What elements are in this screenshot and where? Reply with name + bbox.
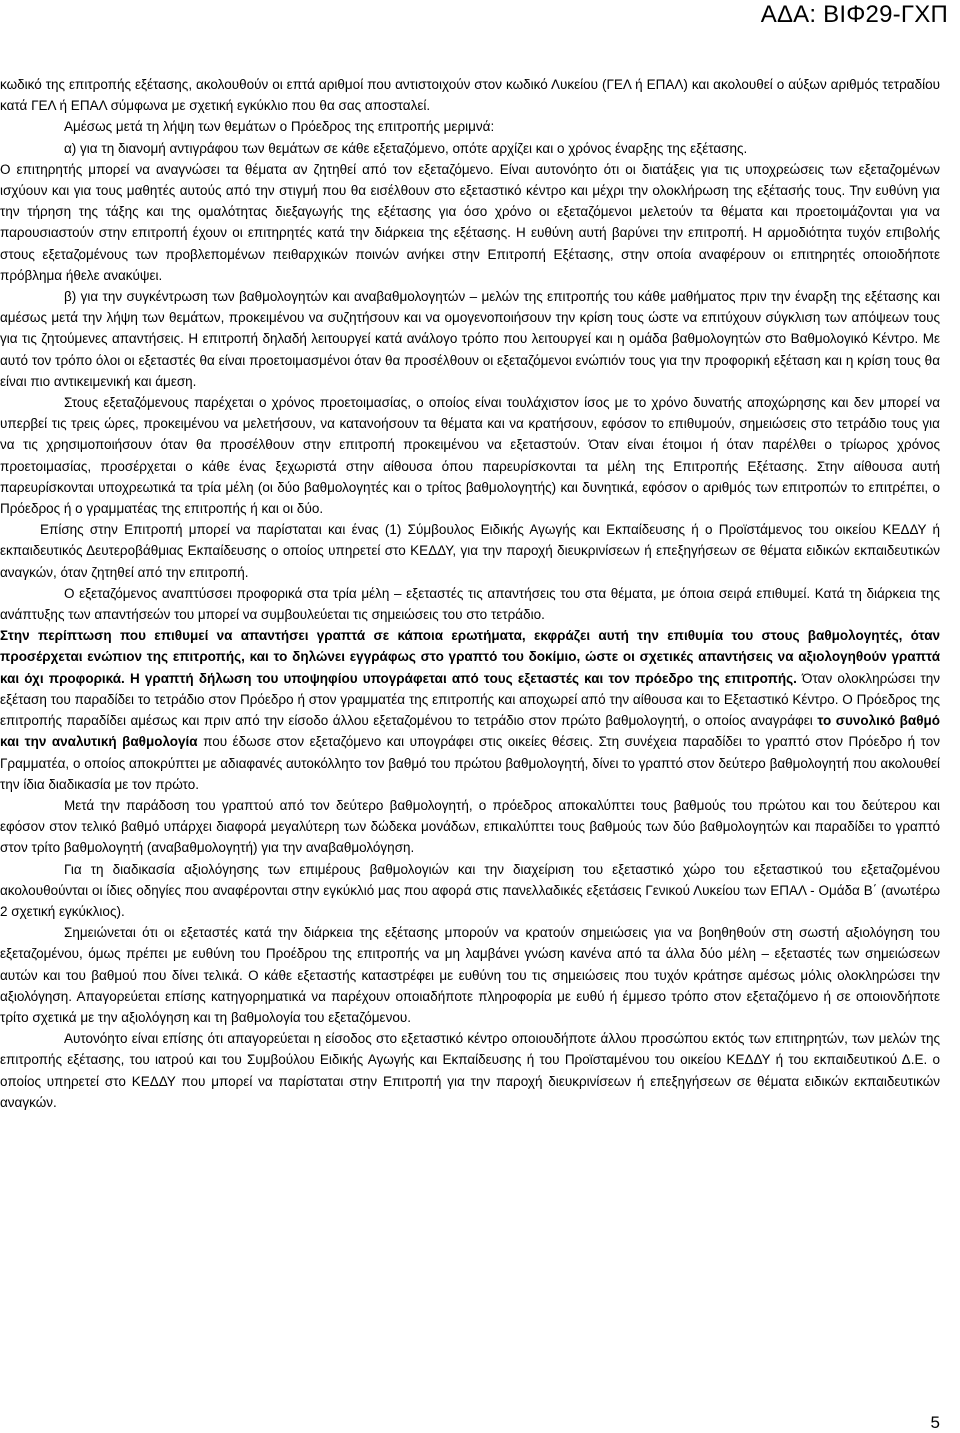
paragraph-text: που έδωσε στον εξεταζόμενο και υπογράφει στις οικείες θέσεις. Στη συνέχεια παραδίδει το γραπτό στον Πρόεδρο ή τον Γραμματέα, ο οποίος αποκρύπτει με αδιαφανές αυτοκόλλητο τον βαθμό του πρώτου βαθμολογητή, δίνει το γραπτό στον δεύτερο βαθμολογητή που ακολουθεί την ίδια διαδικασία με τον πρώτο. — [0, 734, 940, 792]
paragraph: Ο επιτηρητής μπορεί να αναγνώσει τα θέματα αν ζητηθεί από τον εξεταζόμενο. Είναι αυτονόητο ότι οι διατάξεις για τις υποχρεώσεις των εξεταζομένων ισχύουν και για τους μαθητές αυτούς από την στιγμή που θα εισέλθουν στο εξεταστικό κέντρο και μέχρι την ολοκλήρωση της εξέτασής τους. Την ευθύνη για την τήρηση της τάξης και της ομαλότητας διεξαγωγής της εξέτασης για όσο χρόνο οι εξεταζόμενοι μελετούν τα θέματα και προετοιμάζονται για να παρουσιαστούν στην επιτροπή έχουν οι επιτηρητές κατά την διάρκεια της εξέτασης. Η ευθύνη αυτή βαρύνει την επιτροπή. Η αρμοδιότητα τυχόν επιβολής στους εξεταζομένους των προβλεπομένων πειθαρχικών ποινών ανήκει στην Επιτροπή Εξέτασης, στην οποία αναφέρουν οι επιτηρητές οποιοδήποτε πρόβλημα ήθελε ανακύψει. — [0, 161, 940, 283]
document-body — [0, 74, 940, 1113]
page-number: 5 — [930, 1413, 940, 1432]
paragraph: Στους εξεταζόμενους παρέχεται ο χρόνος προετοιμασίας, ο οποίος είναι τουλάχιστον ίσος με το χρόνο δυνατής αποχώρησης και δεν μπορεί να υπερβεί τις τρεις ώρες, προκειμένου να μελετήσουν, να κατανοήσουν τα θέματα και να κρατήσουν, εφόσον το επιθυμούν, σημειώσεις στο τετράδιο τους για να τις χρησιμοποιήσουν όταν θα προσέλθουν στην επιτροπή προκειμένου να εξεταστούν. Όταν είναι έτοιμοι ή όταν παρέλθει ο τρίωρος χρόνος προετοιμασίας, προσέρχεται ο κάθε ένας ξεχωριστά στην αίθουσα όπου παρευρίσκονται τα μέλη της Επιτροπής Εξέτασης. Στην αίθουσα αυτή παρευρίσκονται υποχρεωτικά τα τρία μέλη (οι δύο βαθμολογητές και ο τρίτος βαθμολογητής) και δυνητικά, εφόσον ο αριθμός των επιτροπών το επιτρέπει, ο Πρόεδρος ή ο γραμματέας της επιτροπής ή και οι δύο. — [0, 395, 940, 517]
paragraph-text: Όταν ολοκληρώσει την εξέταση του παραδίδει το τετράδιο στον Πρόεδρο ή στον γραμματέα της επιτροπής και αποχωρεί από την αίθουσα και το Εξεταστικό Κέντρο. Ο Πρόεδρος της επιτροπής παραδίδει αμέσως και πριν από την είσοδο άλλου εξεταζομένου το τετράδιο στον πρώτο βαθμολογητή, ο οποίος αναγράφει — [0, 670, 940, 729]
bold-text: το συνολικό βαθμό και την αναλυτική βαθμολογία — [0, 713, 941, 750]
paragraph: Για τη διαδικασία αξιολόγησης των επιμέρους βαθμολογιών και την διαχείριση του εξεταστικό χώρο του εξεταστικού του εξεταζομένου ακολουθούνται οι ίδιες οδηγίες που αναφέρονται στην εγκύκλιό μας που αφορά στις πανελλαδικές εξετάσεις Γενικού Λυκείου των ΕΠΑΛ - Ομάδα Β΄ (ανωτέρω 2 σχετική εγκύκλιος). — [0, 861, 940, 919]
paragraph: Σημειώνεται ότι οι εξεταστές κατά την διάρκεια της εξέτασης μπορούν να κρατούν σημειώσεις για να βοηθηθούν στη σωστή αξιολόγηση του εξεταζομένου, όμως πρέπει με ευθύνη του Προέδρου της επιτροπής να μη λαμβάνει γνώση κανένα από τα άλλα δύο μέλη – εξεταστές των σημειώσεων αυτών και του βαθμού που δίνει τελικά. Ο κάθε εξεταστής καταστρέφει με ευθύνη του τις σημειώσεις που τυχόν κράτησε αμέσως μόλις ολοκληρώσει την αξιολόγηση. Απαγορεύεται επίσης κατηγορηματικά να παρέχουν οποιαδήποτε πληροφορία με ευθύ ή έμμεσο τρόπο στον εξεταζόμενο ή σε οποιονδήποτε τρίτο σχετικά με την αξιολόγηση και τη βαθμολογία του εξεταζόμενου. — [0, 925, 940, 1025]
bold-text: Στην περίπτωση που επιθυμεί να απαντήσει γραπτά σε κάποια ερωτήματα, εκφράζει αυτή την επιθυμία του στους βαθμολογητές, όταν προσέρχεται ενώπιον της επιτροπής, και το δηλώνει εγγράφως στο γραπτό του δοκίμιο, ώστε οι σχετικές απαντήσεις να αξιολογηθούν γραπτά και όχι προφορικά. Η γραπτή δήλωση του υποψηφίου υπογράφεται από τους εξεταστές και τον πρόεδρο της επιτροπής. — [0, 628, 940, 686]
paragraph: Ο εξεταζόμενος αναπτύσσει προφορικά στα τρία μέλη – εξεταστές τις απαντήσεις του στα θέματα, με όποια σειρά επιθυμεί. Κατά τη διάρκεια της ανάπτυξης των απαντήσεών του μπορεί να συμβουλεύεται τις σημειώσεις του στο τετράδιο. — [0, 585, 940, 623]
paragraph: α) για τη διανομή αντιγράφου των θεμάτων σε κάθε εξεταζόμενο, οπότε αρχίζει και ο χρόνος έναρξης της εξέτασης. — [64, 140, 748, 156]
paragraph — [0, 625, 940, 795]
paragraph: Επίσης στην Επιτροπή μπορεί να παρίσταται και ένας (1) Σύμβουλος Ειδικής Αγωγής και Εκπαίδευσης ή ο Προϊστάμενος του οικείου ΚΕΔΔΥ ή εκπαιδευτικός Δευτεροβάθμιας Εκπαίδευσης ο οποίος υπηρετεί στο ΚΕΔΔΥ, για την παροχή διευκρινίσεων ή επεξηγήσεων σε θέματα ειδικών εκπαιδευτικών αναγκών, όταν ζητηθεί από την επιτροπή. — [0, 522, 940, 580]
paragraph: Αμέσως μετά τη λήψη των θεμάτων ο Πρόεδρος της επιτροπής μεριμνά: — [64, 119, 495, 135]
paragraph: Μετά την παράδοση του γραπτού από τον δεύτερο βαθμολογητή, ο πρόεδρος αποκαλύπτει τους βαθμούς του πρώτου και του δεύτερου και εφόσον στον τελικό βαθμό υπάρχει διαφορά μεγαλύτερη των δώδεκα μονάδων, επικαλύπτει τους βαθμούς των δύο βαθμολογητών και παραδίδει το γραπτό στον τρίτο βαθμολογητή (αναβαθμολογητή) για την αναβαθμολόγηση. — [0, 797, 940, 856]
paragraph: Αυτονόητο είναι επίσης ότι απαγορεύεται η είσοδος στο εξεταστικό κέντρο οποιουδήποτε άλλου προσώπου εκτός των επιτηρητών, των μελών της επιτροπής εξέτασης, του ιατρού και του Συμβούλου Ειδικής Αγωγής και Εκπαίδευσης ή του Προϊσταμένου του οικείου ΚΕΔΔΥ ή του εκπαιδευτικού Δ.Ε. ο οποίος υπηρετεί στο ΚΕΔΔΥ που μπορεί να παρίσταται στην Επιτροπή για την παροχή διευκρινίσεων ή επεξηγήσεων σε θέματα ειδικών εκπαιδευτικών αναγκών. — [0, 1031, 940, 1110]
ada-code: ΑΔΑ: ΒΙΦ29-ΓΧΠ — [760, 1, 948, 28]
paragraph: β) για την συγκέντρωση των βαθμολογητών και αναβαθμολογητών – μελών της επιτροπής του κάθε μαθήματος πριν την έναρξη της εξέτασης και αμέσως μετά την λήψη των θεμάτων, προκειμένου να συζητήσουν και να ομογενοποιήσουν την κρίση τους ώστε να επιτύχουν σύγκλιση των απόψεων τους για τις ζητούμενες απαντήσεις. Η επιτροπή δηλαδή λειτουργεί κατά ανάλογο τρόπο που λειτουργεί και η ομάδα βαθμολογητών στο Βαθμολογικό Κέντρο. Με αυτό τον τρόπο όλοι οι εξεταστές θα είναι προετοιμασμένοι όταν θα προσέλθουν οι εξεταζόμενοι ενώπιόν τους για την προφορική εξέταση και η κρίση τους θα είναι πιο αντικειμενική και άμεση. — [0, 289, 940, 389]
page-header — [0, 0, 960, 44]
paragraph: κωδικό της επιτροπής εξέτασης, ακολουθούν οι επτά αριθμοί που αντιστοιχούν στον κωδικό Λυκείου (ΓΕΛ ή ΕΠΑΛ) και ακολουθεί ο αύξων αριθμός τετραδίου κατά ΓΕΛ ή ΕΠΑΛ σύμφωνα με σχετική εγκύκλιο που θα σας αποσταλεί. — [0, 77, 940, 114]
